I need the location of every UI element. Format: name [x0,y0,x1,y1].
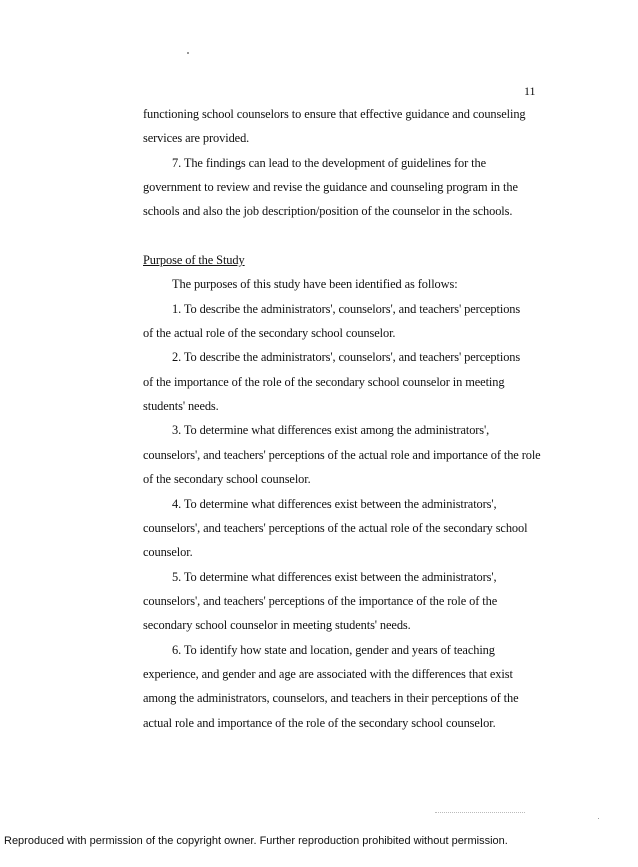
text-line: students' needs. [143,399,219,414]
list-item-7 [143,151,538,224]
text-line: The purposes of this study have been identified as follows: [172,277,458,292]
purpose-item-5 [143,565,538,638]
scan-speck [598,818,599,819]
text-line: actual role and importance of the role of the secondary school counselor. [143,715,496,730]
text-line: 4. To determine what differences exist between the administrators', [172,496,497,511]
section-intro [143,272,538,296]
text-line: 1. To describe the administrators', counselors', and teachers' perceptions [172,301,521,316]
text-line: services are provided. [143,131,250,146]
text-line: schools and also the job description/position of the counselor in the schools. [143,204,513,219]
document-body [143,102,541,735]
continuation-paragraph [143,102,538,151]
purpose-item-4 [143,492,538,565]
text-line: counselors', and teachers' perceptions of the actual role and importance of the role [143,447,541,462]
text-line: experience, and gender and age are associated with the differences that exist [143,666,513,681]
text-line: 5. To determine what differences exist between the administrators', [172,569,497,584]
text-line: counselors', and teachers' perceptions of the importance of the role of the [143,593,498,608]
text-line: counselors', and teachers' perceptions of the actual role of the secondary school [143,520,528,535]
page-number: 11 [524,84,536,98]
purpose-item-1 [143,297,538,346]
section-heading: Purpose of the Study [143,253,245,268]
scan-artifact [435,812,525,814]
text-line: 3. To determine what differences exist among the administrators', [172,423,490,438]
text-line: 2. To describe the administrators', counselors', and teachers' perceptions [172,350,521,365]
text-line: of the actual role of the secondary school counselor. [143,326,396,341]
scan-speck [187,52,189,54]
text-line: 7. The findings can lead to the development of guidelines for the [172,155,486,170]
purpose-item-3 [143,418,541,491]
text-line: government to review and revise the guidance and counseling program in the [143,180,518,195]
text-line: of the secondary school counselor. [143,472,311,487]
text-line: among the administrators, counselors, and teachers in their perceptions of the [143,691,519,706]
text-line: 6. To identify how state and location, gender and years of teaching [172,642,495,657]
purpose-item-2 [143,345,538,418]
text-line: counselor. [143,545,193,560]
text-line: secondary school counselor in meeting students' needs. [143,618,411,633]
text-line: of the importance of the role of the secondary school counselor in meeting [143,374,505,389]
purpose-item-6 [143,638,538,735]
section-heading-block [143,248,538,272]
text-line: functioning school counselors to ensure that effective guidance and counseling [143,107,526,121]
copyright-footer: Reproduced with permission of the copyright owner. Further reproduction prohibited without permission. [4,835,508,847]
